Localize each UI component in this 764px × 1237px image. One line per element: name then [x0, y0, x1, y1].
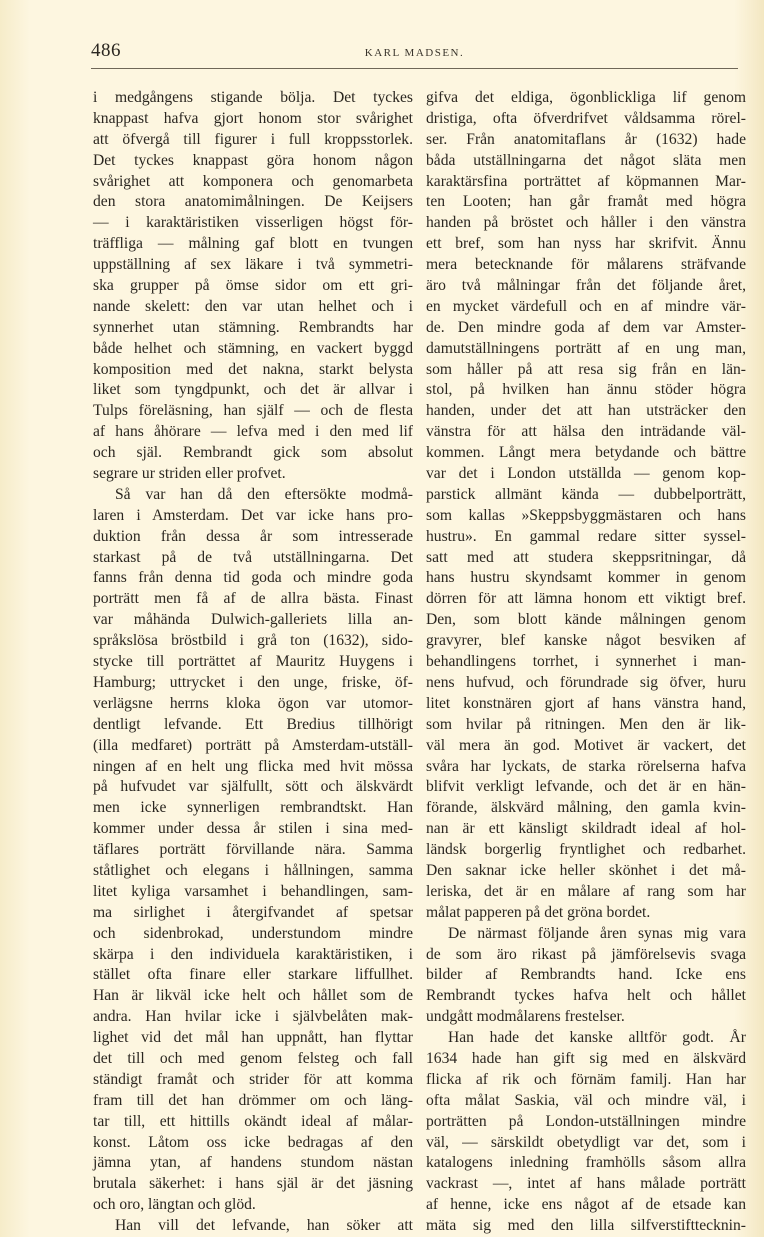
text-line: liket som tyngdpunkt, och det är allvar i	[93, 381, 413, 399]
text-line: andra. Han hvilar icke i självbelåten mak-	[93, 1008, 413, 1026]
text-line: konst. Låtom oss icke bedragas af den	[93, 1133, 413, 1151]
text-line: brutala säkerhet: i hans själ är det jäsning	[93, 1175, 413, 1193]
text-line: de som äro rikast på jämförelsevis svaga	[426, 945, 746, 963]
text-line: språkslösa bröstbild i grå ton (1632), sido-	[93, 632, 413, 650]
text-line: af henne, icke ens något af de etsade kan	[426, 1196, 746, 1214]
page-header	[91, 40, 738, 68]
text-line: var det i London utställda — genom kop-	[426, 465, 746, 483]
text-line: komposition med det nakna, starkt belysta	[93, 360, 413, 378]
text-line: svåra har lyckats, de starka rörelserna hafva	[426, 757, 746, 775]
text-line: lighet vid det mål han uppnått, han flyttar	[93, 1029, 413, 1047]
text-line: både helhet och stämning, en vackert byggd	[93, 339, 413, 357]
text-line: det till och med genom felsteg och fall	[93, 1049, 413, 1067]
text-line: målat papperen på det gröna bordet.	[426, 903, 651, 921]
text-line: var måhända Dulwich-galleriets lilla an-	[93, 611, 413, 629]
text-line: Den saknar icke heller skönhet i det må-	[426, 861, 746, 879]
text-line: men icke synnerligen rembrandtskt. Han	[93, 799, 413, 817]
text-line: Så var han då den eftersökte modmå-	[115, 485, 413, 503]
text-line: litet kyliga varsamhet i behandlingen, sam-	[93, 882, 413, 900]
text-line: i medgångens stigande bölja. Det tyckes	[93, 89, 413, 106]
text-line: parstick allmänt kända — dubbelporträtt,	[426, 485, 746, 503]
left-column	[93, 88, 413, 1237]
text-line: litet konstnären gjort af hans vänstra hand,	[426, 694, 746, 712]
text-line: ningen af en helt ung flicka med hvit mössa	[93, 757, 413, 775]
text-line: katalogens inledning framhölls såsom allra	[426, 1154, 746, 1172]
text-line: Det tyckes knappast göra honom någon	[93, 151, 413, 169]
running-head: KARL MADSEN.	[364, 47, 465, 59]
text-line: mera betecknande för målarens sträfvande	[426, 256, 746, 274]
text-line: uppställning af sex läkare i två symmetri-	[93, 256, 413, 274]
text-line: behandlingens torrhet, i synnerhet i man-	[426, 653, 746, 671]
text-line: porträtt men få af de allra bästa. Finast	[93, 590, 413, 608]
text-line: ma sirlighet i återgifvandet af spetsar	[93, 903, 413, 921]
text-line: Tulps föreläsning, han själf — och de flesta	[93, 402, 413, 420]
text-line: jämna ytan, af handens stundom nästan	[93, 1154, 413, 1172]
text-line: äro två målningar från det följande året,	[426, 277, 746, 295]
text-line: att öfvergå till figurer i full kroppsstorlek.	[93, 130, 413, 148]
text-line: Den, som blott kände målningen genom	[426, 611, 746, 629]
text-line: på hufvudet var själfullt, sött och älskvärdt	[93, 778, 413, 796]
text-line: ten Looten; han går framåt med högra	[426, 193, 746, 211]
text-line: svårighet att komponera och genomarbeta	[93, 172, 413, 190]
text-line: bilder af Rembrandts hand. Icke ens	[426, 966, 746, 984]
text-line: Rembrandt tyckes hafva helt och hållet	[426, 987, 746, 1005]
text-line: satt med att studera skeppsritningar, då	[426, 548, 746, 566]
text-line: Han hade det kanske alltför godt. År	[448, 1029, 746, 1047]
text-line: blifvit verkligt lefvande, och det är en hän-	[426, 778, 746, 796]
text-line: flicka af rik och förnäm familj. Han har	[426, 1070, 746, 1088]
text-line: 1634 hade han gift sig med en älskvärd	[426, 1049, 746, 1067]
text-line: vackrast —, intet af hans målade porträtt	[426, 1175, 746, 1193]
text-line: ståtlighet och elegans i hållningen, samma	[93, 861, 413, 879]
page-number: 486	[91, 40, 121, 61]
text-line: hustru». En gammal redare sitter syssel-	[426, 527, 746, 545]
text-line: gravyrer, blef kanske något besviken af	[426, 632, 746, 650]
text-line: ländsk borgerlig fryntlighet och redbarhet.	[426, 841, 746, 859]
text-line: och sidenbrokad, understundom mindre	[93, 924, 413, 942]
text-line: båda utställningarna det något släta men	[426, 151, 746, 169]
text-line: Han är likväl icke helt och hållet som de	[93, 987, 413, 1005]
text-line: nens hufvud, och förundrade sig öfver, huru	[426, 673, 746, 691]
text-line: kommer under dessa år stilen i sina med-	[93, 820, 413, 838]
text-line: duktion från dessa år som intresserade	[93, 527, 413, 545]
text-line: som håller på att resa sig från en län-	[426, 360, 746, 378]
text-line: karaktärsfina porträttet af köpmannen Mar-	[426, 172, 746, 190]
text-line: gifva det eldiga, ögonblickliga lif genom	[426, 89, 746, 106]
text-line: nande skelett: den var utan helhet och i	[93, 297, 413, 315]
text-line: nan är ett känsligt skildradt ideal af hol-	[426, 820, 746, 838]
text-line: dristiga, ofta öfverdrifvet våldsamma rörel-	[426, 109, 746, 127]
text-line: vänstra för att hälsa den inträdande väl-	[426, 423, 746, 441]
text-line: ett bref, som han nyss har skrifvit. Ännu	[426, 235, 746, 253]
text-line: porträtten på London-utställningen mindre	[426, 1112, 746, 1130]
text-line: — i karaktäristiken visserligen högst för-	[93, 214, 413, 232]
text-line: hans hustru skyndsamt kommer in genom	[426, 569, 746, 587]
text-line: stol, på hvilken han ännu stöder högra	[426, 381, 746, 399]
text-line: starkast på de två utställningarna. Det	[93, 548, 413, 566]
text-line: fram till det han drömmer om och läng-	[93, 1091, 413, 1109]
text-line: handen, under det att han utsträcker den	[426, 402, 746, 420]
text-line: de. Den mindre goda af dem var Amster-	[426, 318, 746, 336]
text-line: leriska, det är en målare af rang som har	[426, 882, 746, 900]
text-line: ofta målat Saskia, väl och mindre väl, i	[426, 1091, 746, 1109]
text-line: förande, älskvärd målning, den gamla kvin-	[426, 799, 746, 817]
text-line: väl mera än god. Motivet är vackert, det	[426, 736, 746, 754]
text-line: som kallas »Skeppsbyggmästaren och hans	[426, 506, 746, 524]
text-line: väl, — särskildt obetydligt var det, som i	[426, 1133, 746, 1151]
text-line: en mycket värdefull och en af mindre vär-	[426, 297, 746, 315]
text-line: och själ. Rembrandt gick som absolut	[93, 444, 413, 462]
text-line: mäta sig med den lilla silfverstifttecknin-	[426, 1217, 746, 1235]
text-line: handen på bröstet och håller i den vänstra	[426, 214, 746, 232]
text-line: dörren för att lämna honom ett viktigt bref.	[426, 590, 746, 608]
text-line: och oro, längtan och glöd.	[93, 1196, 256, 1214]
text-line: täflares porträtt förvillande nära. Samma	[93, 841, 413, 859]
text-line: verlägsne herrns kloka ögon var utomor-	[93, 694, 413, 712]
text-line: skärpa i den individuela karaktäristiken, i	[93, 945, 413, 963]
text-line: som hvilar på ritningen. Men den är lik-	[426, 715, 746, 733]
text-line: synnerhet utan stämning. Rembrandts har	[93, 318, 413, 336]
text-line: träffliga — målning gaf blott en tvungen	[93, 235, 413, 253]
text-line: De närmast följande åren synas mig vara	[448, 924, 746, 942]
text-line: ska grupper på ömse sidor om ett gri-	[93, 277, 413, 295]
text-line: fanns från denna tid goda och mindre goda	[93, 569, 413, 587]
right-column	[426, 88, 746, 1237]
text-line: dentligt lefvande. Ett Bredius tillhörigt	[93, 715, 413, 733]
text-line: segrare ur striden eller profvet.	[93, 465, 286, 483]
text-line: undgått modmålarens frestelser.	[426, 1008, 625, 1026]
text-line: (illa medfaret) porträtt på Amsterdam-utställ-	[93, 736, 413, 754]
text-line: ständigt framåt och strider för att komma	[93, 1070, 413, 1088]
text-line: stället ofta finare eller starkare liffullhet.	[93, 966, 413, 984]
text-line: Hamburg; uttrycket i den unge, friske, öf-	[93, 673, 413, 691]
text-line: damutställningens porträtt af en ung man,	[426, 339, 746, 357]
text-line: den stora anatomimålningen. De Keijsers	[93, 193, 413, 211]
text-line: af hans åhörare — lefva med i den med lif	[93, 423, 413, 441]
text-line: knappast hafva gjort honom stor svårighet	[93, 109, 413, 127]
text-line: ser. Från anatomitaflans år (1632) hade	[426, 130, 746, 148]
text-line: kommen. Långt mera betydande och bättre	[426, 444, 746, 462]
text-line: Han vill det lefvande, han söker att	[115, 1217, 413, 1235]
text-line: stycke till porträttet af Mauritz Huygens i	[93, 653, 413, 671]
header-rule	[91, 68, 738, 69]
text-line: laren i Amsterdam. Det var icke hans pro-	[93, 506, 413, 524]
text-line: tar till, ett hittills okändt ideal af målar-	[93, 1112, 413, 1130]
